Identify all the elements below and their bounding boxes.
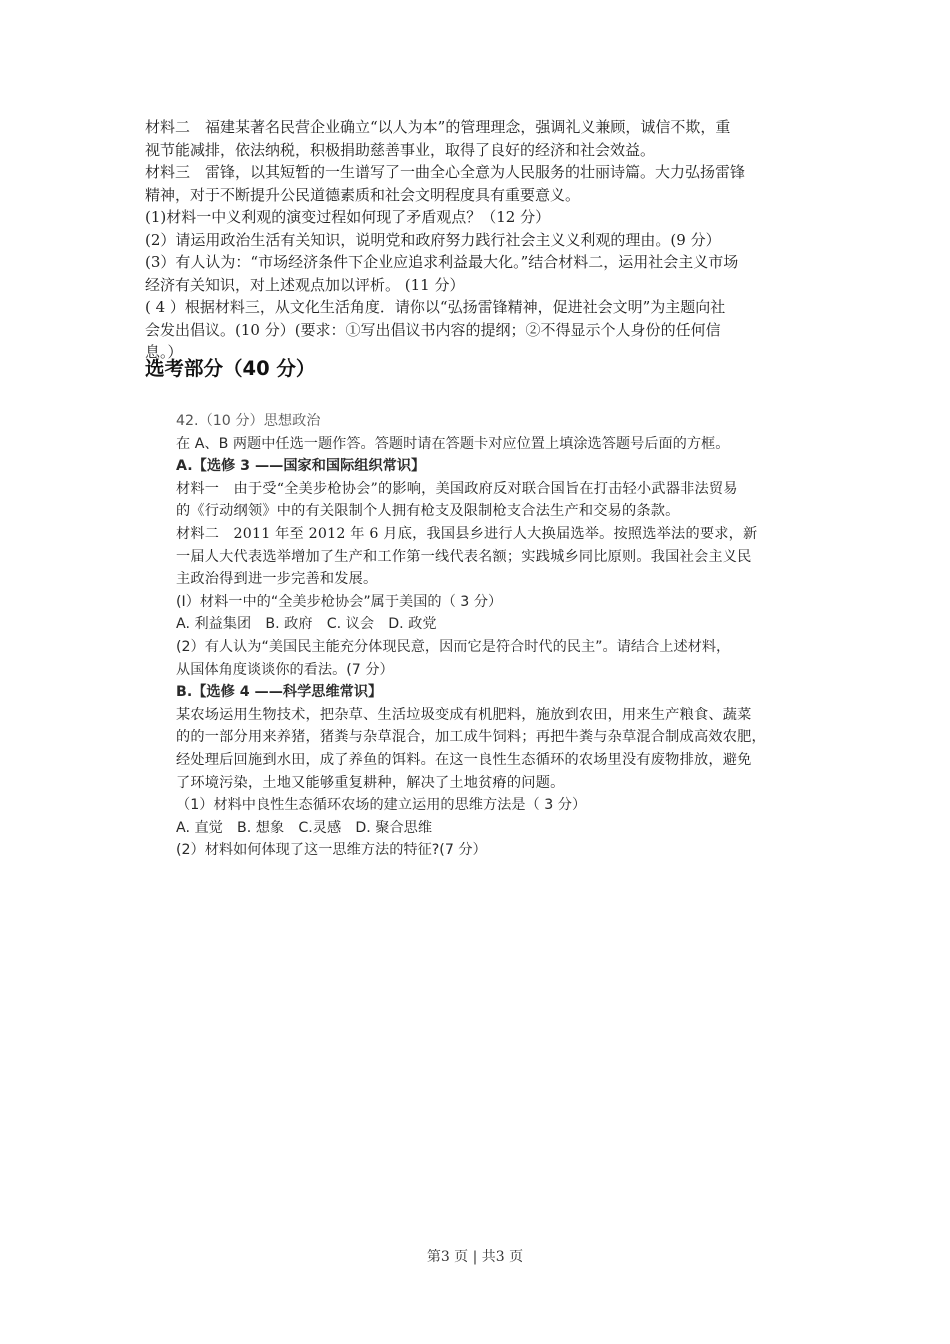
- section-title: 选考部分（40 分）: [145, 357, 316, 380]
- option-a-header: A.【选修 3 ——国家和国际组织常识】: [176, 458, 426, 475]
- question-header: 42.（10 分）思想政治: [176, 413, 321, 429]
- sub-question: (2）有人认为“美国民主能充分体现民意，因而它是符合时代的民主”。请结合上述材料，: [176, 638, 731, 655]
- sub-question: （1）材料中良性生态循环农场的建立运用的思维方法是（ 3 分）: [176, 797, 587, 814]
- choices: A. 直觉 B. 想象 C.灵感 D. 聚合思维: [176, 819, 433, 836]
- text-line: 主政治得到进一步完善和发展。: [176, 571, 378, 588]
- page-footer: 第3 页 | 共3 页: [426, 1249, 524, 1265]
- text-line: 一届人大代表选举增加了生产和工作第一线代表名额；实践城乡同比原则。我国社会主义民: [176, 548, 752, 565]
- choices: A. 利益集团 B. 政府 C. 议会 D. 政党: [176, 616, 437, 633]
- text-line: 的《行动纲领》中的有关限制个人拥有枪支及限制枪支合法生产和交易的条款。: [176, 503, 680, 520]
- text-line: 了环境污染，土地又能够重复耕种，解决了土地贫瘠的问题。: [176, 774, 565, 791]
- materials-and-questions: [145, 116, 815, 364]
- text-line: 材料一 由于受“全美步枪协会”的影响，美国政府反对联合国旨在打击轻小武器非法贸易: [176, 480, 738, 497]
- text-line: 经处理后回施到水田，成了养鱼的饵料。在这一良性生态循环的农场里没有废物排放，避免: [176, 751, 752, 768]
- question-2: (2）请运用政治生活有关知识，说明党和政府努力践行社会主义义利观的理由。(9 分）: [145, 230, 721, 249]
- text-line: 某农场运用生物技术，把杂草、生活垃圾变成有机肥料，施放到农田，用来生产粮食、蔬菜: [176, 706, 752, 723]
- text-line: 精神，对于不断提升公民道德素质和社会文明程度具有重要意义。: [145, 185, 581, 204]
- instruction: 在 A、B 两题中任选一题作答。答题时请在答题卡对应位置上填涂选答题号后面的方框。: [176, 435, 730, 452]
- text-line: 经济有关知识，对上述观点加以评析。 (11 分）: [145, 275, 465, 294]
- option-b-header: B.【选修 4 ——科学思维常识】: [176, 684, 383, 701]
- text-line: 的的一部分用来养猪，猪粪与杂草混合，加工成牛饲料；再把牛粪与杂草混合制成高效农肥，: [176, 729, 766, 746]
- text-line: 材料二 2011 年至 2012 年 6 月底，我国县乡进行人大换届选举。按照选举法的要求，新: [176, 525, 758, 542]
- text-line: 会发出倡议。(10 分）(要求：①写出倡议书内容的提纲；②不得显示个人身份的任何信: [145, 320, 721, 339]
- text-line: 从国体角度谈谈你的看法。(7 分）: [176, 661, 394, 678]
- sub-question: (I）材料一中的“全美步枪协会”属于美国的（ 3 分）: [176, 593, 503, 610]
- text-line: 息。）: [145, 343, 183, 361]
- question-3: (3）有人认为：“市场经济条件下企业应追求利益最大化。”结合材料二，运用社会主义市场: [145, 253, 739, 271]
- sub-question: (2）材料如何体现了这一思维方法的特征?(7 分）: [176, 842, 487, 859]
- elective-section: [176, 410, 844, 862]
- question-1: (1)材料一中义利观的演变过程如何现了矛盾观点？（12 分）: [145, 208, 551, 226]
- question-4: ( 4 ）根据材料三，从文化生活角度．请你以“弘扬雷锋精神，促进社会文明”为主题向社: [145, 298, 726, 316]
- text-line: 视节能减排，依法纳税，积极捐助慈善事业，取得了良好的经济和社会效益。: [145, 140, 656, 159]
- text-line: 材料三 雷锋，以其短暂的一生谱写了一曲全心全意为人民服务的壮丽诗篇。大力弘扬雷锋: [145, 163, 746, 181]
- text-line: 材料二 福建某著名民营企业确立“以人为本”的管理理念，强调礼义兼顾，诚信不欺，重: [145, 118, 731, 136]
